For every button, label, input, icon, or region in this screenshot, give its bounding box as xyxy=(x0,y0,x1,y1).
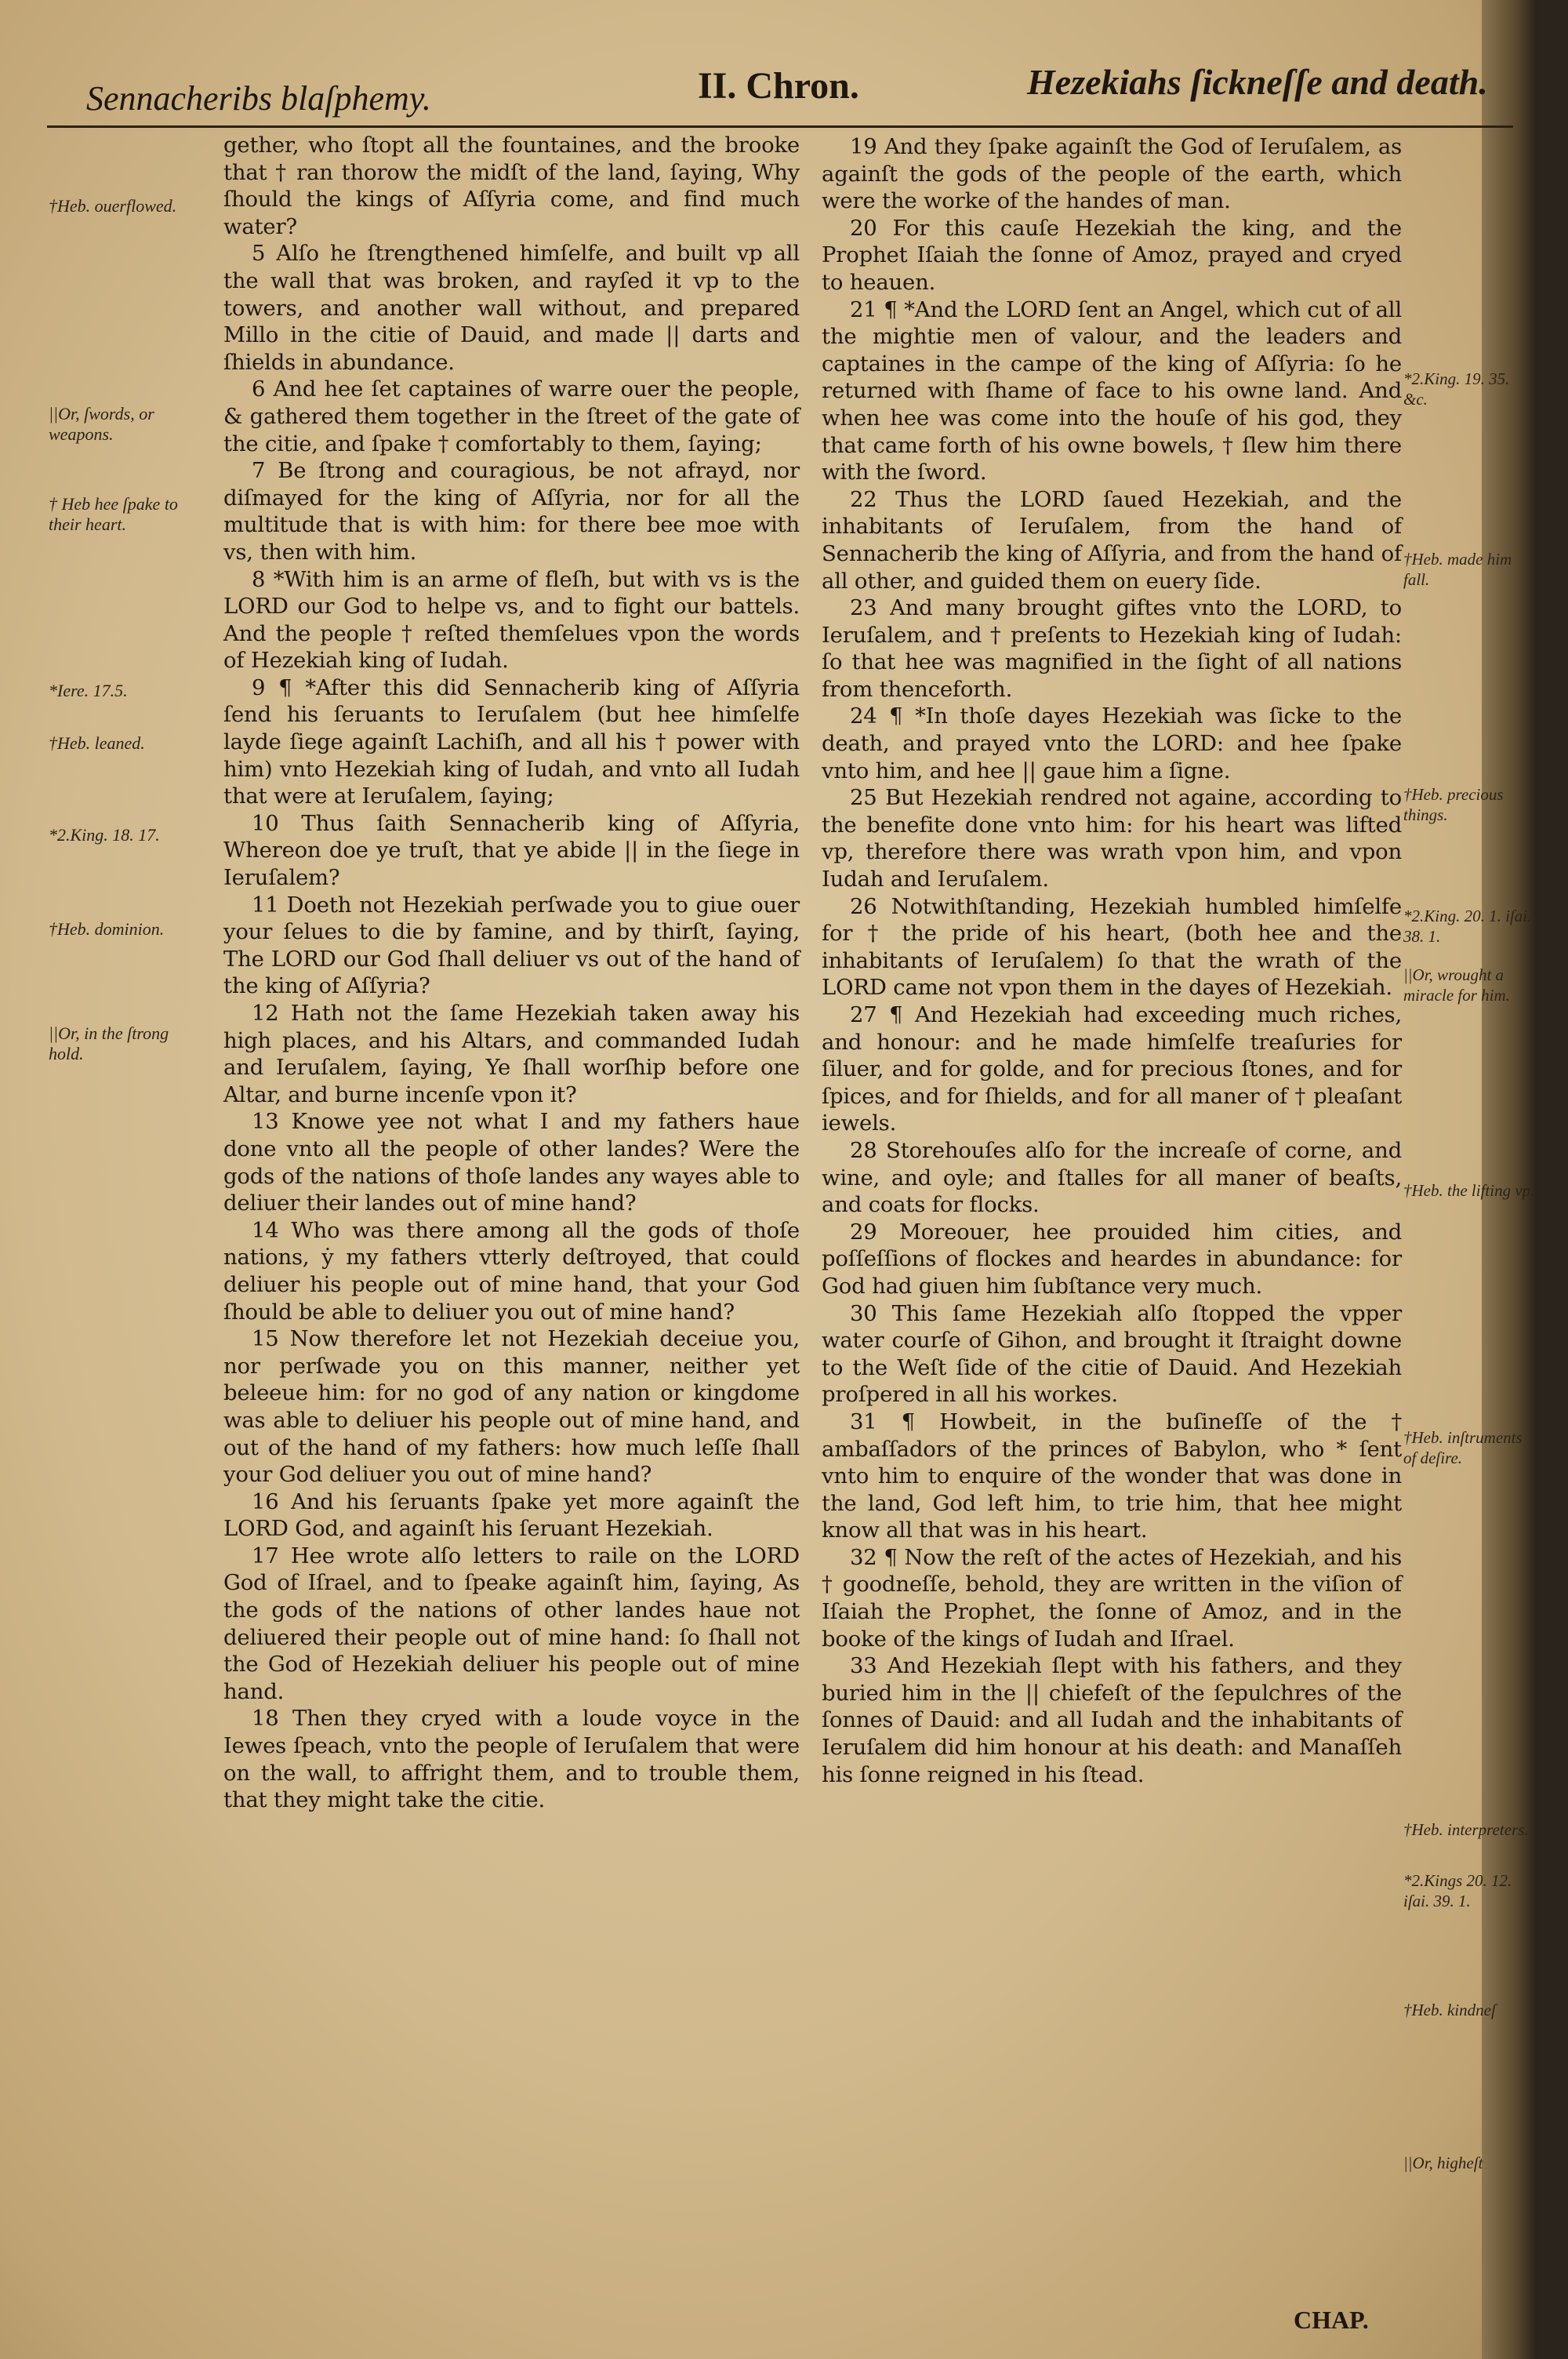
margin-note: *2.King. 19. 35. &c. xyxy=(1403,369,1510,409)
verse: 18 Then they cryed with a loude voyce in the Iewes ſpeach, vnto the people of Ieruſalem that were on the wall, to affright them, and to trouble them, that they might take the citie. xyxy=(223,1706,800,1813)
verse: 33 And Hezekiah ſlept with his fathers, and they buried him in the || chiefeſt of the ſepulchres of the ſonnes of Dauid: and all Iudah and the inhabitants of Ieruſalem did him honour at his death: and Manaſſeh his ſonne reigned in his ſtead. xyxy=(822,1653,1402,1787)
margin-note: *Iere. 17.5. xyxy=(49,681,128,700)
margin-note: †Heb. interpreters. xyxy=(1403,1820,1529,1839)
margin-note: †Heb. dominion. xyxy=(49,919,165,939)
header-rule xyxy=(47,125,1513,128)
verse: 27 ¶ And Hezekiah had exceeding much riches, and honour: and he made himſelfe treaſuries for ſiluer, and for golde, and for precious ſtones, and for ſpices, and for ſhields, and for all maner of † pleaſant iewels. xyxy=(822,1002,1402,1136)
margin-note: *2.King. 20. 1. iſai. 38. 1. xyxy=(1403,907,1532,946)
verse: 32 ¶ Now the reſt of the actes of Hezekiah, and his † goodneſſe, behold, they are written in the viſion of Iſaiah the Prophet, the ſonne of Amoz, and in the booke of the kings of Iudah and Iſrael. xyxy=(822,1544,1402,1652)
verse: 5 Alſo he ſtrengthened himſelfe, and built vp all the wall that was broken, and rayſed it vp to the towers, and another wall without, and prepared Millo in the citie of Dauid, and made || darts and ſhields in abundance. xyxy=(223,241,800,375)
verse: 14 Who was there among all the gods of thoſe nations, ẏ my fathers vtterly deſtroyed, that could deliuer his people out of mine hand, that your God ſhould be able to deliuer you out of mine hand? xyxy=(223,1217,800,1325)
text-column-right xyxy=(822,133,1402,1788)
verse: 24 ¶ *In thoſe dayes Hezekiah was ſicke to the death, and prayed vnto the LORD: and hee ſpake vnto him, and hee || gaue him a ſigne. xyxy=(822,703,1402,783)
margin-note: ||Or, in the ſtrong hold. xyxy=(49,1023,169,1063)
verse: 21 ¶ *And the LORD ſent an Angel, which cut of all the mightie men of valour, and the leaders and captaines in the campe of the king of Aſſyria: ſo he returned with ſhame of face to his owne land. And when hee was come into the houſe of his god, they that came forth of his owne bowels, † ſlew him there with the ſword. xyxy=(822,296,1402,485)
verse: 17 Hee wrote alſo letters to raile on the LORD God of Iſrael, and to ſpeake againſt him, ſaying, As the gods of the nations of other landes haue not deliuered their people out of mine hand: ſo ſhall not the God of Hezekiah deliuer his people out of mine hand. xyxy=(223,1543,800,1704)
running-head-left: Sennacheribs blaſphemy. xyxy=(86,79,431,118)
margin-note: ||Or, ſwords, or weapons. xyxy=(49,404,154,444)
margin-note: †Heb. leaned. xyxy=(49,733,145,753)
margin-note: ||Or, higheſt xyxy=(1403,2154,1483,2172)
margin-note: †Heb. precious things. xyxy=(1403,785,1504,824)
margin-note: †Heb. made him fall. xyxy=(1403,550,1512,589)
margin-note: †Heb. the lifting vp. xyxy=(1403,1181,1535,1200)
running-head-right: Hezekiahs ſickneſſe and death. xyxy=(1027,62,1488,102)
margin-note: *2.Kings 20. 12. iſai. 39. 1. xyxy=(1403,1871,1512,1910)
text-column-left xyxy=(223,132,800,1814)
verse: 6 And hee ſet captaines of warre ouer the people, & gathered them together in the ſtreet of the gate of the citie, and ſpake † comfortably to them, ſaying; xyxy=(223,376,800,456)
verse: gether, who ſtopt all the fountaines, and the brooke that † ran thorow the midſt of the land, ſaying, Why ſhould the kings of Aſſyria come, and find much water? xyxy=(223,133,800,239)
margin-note: ||Or, wrought a miracle for him. xyxy=(1403,965,1510,1005)
verse: 19 And they ſpake againſt the God of Ieruſalem, as againſt the gods of the people of the earth, which were the worke of the handes of man. xyxy=(822,134,1402,214)
running-head-center: II. Chron. xyxy=(698,65,859,107)
verse: 16 And his ſeruants ſpake yet more againſt the LORD God, and againſt his ſeruant Hezekiah. xyxy=(223,1488,800,1542)
verse: 30 This ſame Hezekiah alſo ſtopped the vpper water courſe of Gihon, and brought it ſtraight downe to the Weſt ſide of the citie of Dauid. And Hezekiah proſpered in all his workes. xyxy=(822,1300,1402,1408)
verse: 15 Now therefore let not Hezekiah deceiue you, nor perſwade you on this manner, neither yet beleeue him: for no god of any nation or kingdome was able to deliuer his people out of mine hand, and out of the hand of my fathers: how much leſſe ſhall your God deliuer you out of mine hand? xyxy=(223,1326,800,1488)
verse: 28 Storehouſes alſo for the increaſe of corne, and wine, and oyle; and ſtalles for all maner of beaſts, and coats for flocks. xyxy=(822,1137,1402,1218)
verse: 10 Thus ſaith Sennacherib king of Aſſyria, Whereon doe ye truſt, that ye abide || in the ſiege in Ieruſalem? xyxy=(223,810,800,891)
catchword: CHAP. xyxy=(1294,2306,1369,2334)
verse: 7 Be ſtrong and couragious, be not afrayd, nor diſmayed for the king of Aſſyria, nor for all the multitude that is with him: for there bee moe with vs, then with him. xyxy=(223,458,800,565)
verse: 25 But Hezekiah rendred not againe, according to the benefite done vnto him: for his heart was lifted vp, therefore there was wrath vpon him, and vpon Iudah and Ieruſalem. xyxy=(822,785,1402,892)
margin-note: † Heb hee ſpake to their heart. xyxy=(49,494,178,534)
verse: 11 Doeth not Hezekiah perſwade you to giue ouer your ſelues to die by famine, and by thirſt, ſaying, The LORD our God ſhall deliuer vs out of the hand of the king of Aſſyria? xyxy=(223,892,800,999)
verse: 31 ¶ Howbeit, in the buſineſſe of the † ambaſſadors of the princes of Babylon, who * ſent vnto him to enquire of the wonder that was done in the land, God left him, to trie him, that hee might know all that was in his heart. xyxy=(822,1408,1402,1543)
verse: 12 Hath not the ſame Hezekiah taken away his high places, and his Altars, and commanded Iudah and Ieruſalem, ſaying, Ye ſhall worſhip before one Altar, and burne incenſe vpon it? xyxy=(223,1001,800,1107)
verse: 22 Thus the LORD ſaued Hezekiah, and the inhabitants of Ieruſalem, from the hand of Sennacherib the king of Aſſyria, and from the hand of all other, and guided them on euery ſide. xyxy=(822,486,1402,594)
margin-note: †Heb. inſtruments of deſire. xyxy=(1403,1428,1523,1467)
verse: 29 Moreouer, hee prouided him cities, and poſſeſſions of flockes and heardes in abundance: for God had giuen him ſubſtance very much. xyxy=(822,1219,1402,1299)
verse: 23 And many brought giftes vnto the LORD, to Ieruſalem, and † preſents to Hezekiah king of Iudah: ſo that hee was magnified in the ſight of all nations from thenceforth. xyxy=(822,595,1402,702)
verse: 9 ¶ *After this did Sennacherib king of Aſſyria ſend his ſeruants to Ieruſalem (but hee himſelfe layde ſiege againſt Lachiſh, and all his † power with him) vnto Hezekiah king of Iudah, and vnto all Iudah that were at Ieruſalem, ſaying; xyxy=(223,674,800,809)
verse: 8 *With him is an arme of fleſh, but with vs is the LORD our God to helpe vs, and to fight our battels. And the people † reſted themſelues vpon the words of Hezekiah king of Iudah. xyxy=(223,566,800,674)
verse: 26 Notwithſtanding, Hezekiah humbled himſelfe for † the pride of his heart, (both hee and the inhabitants of Ieruſalem) ſo that the wrath of the LORD came not vpon them in the dayes of Hezekiah. xyxy=(822,893,1402,1001)
verse: 13 Knowe yee not what I and my fathers haue done vnto all the people of other landes? Were the gods of the nations of thoſe landes any wayes able to deliuer their landes out of mine hand? xyxy=(223,1109,800,1216)
verse: 20 For this cauſe Hezekiah the king, and the Prophet Iſaiah the ſonne of Amoz, prayed and cryed to heauen. xyxy=(822,215,1402,295)
margin-note: †Heb. ouerflowed. xyxy=(49,196,177,216)
margin-note: *2.King. 18. 17. xyxy=(49,825,160,845)
margin-note: †Heb. kindneſ xyxy=(1403,2001,1496,2019)
